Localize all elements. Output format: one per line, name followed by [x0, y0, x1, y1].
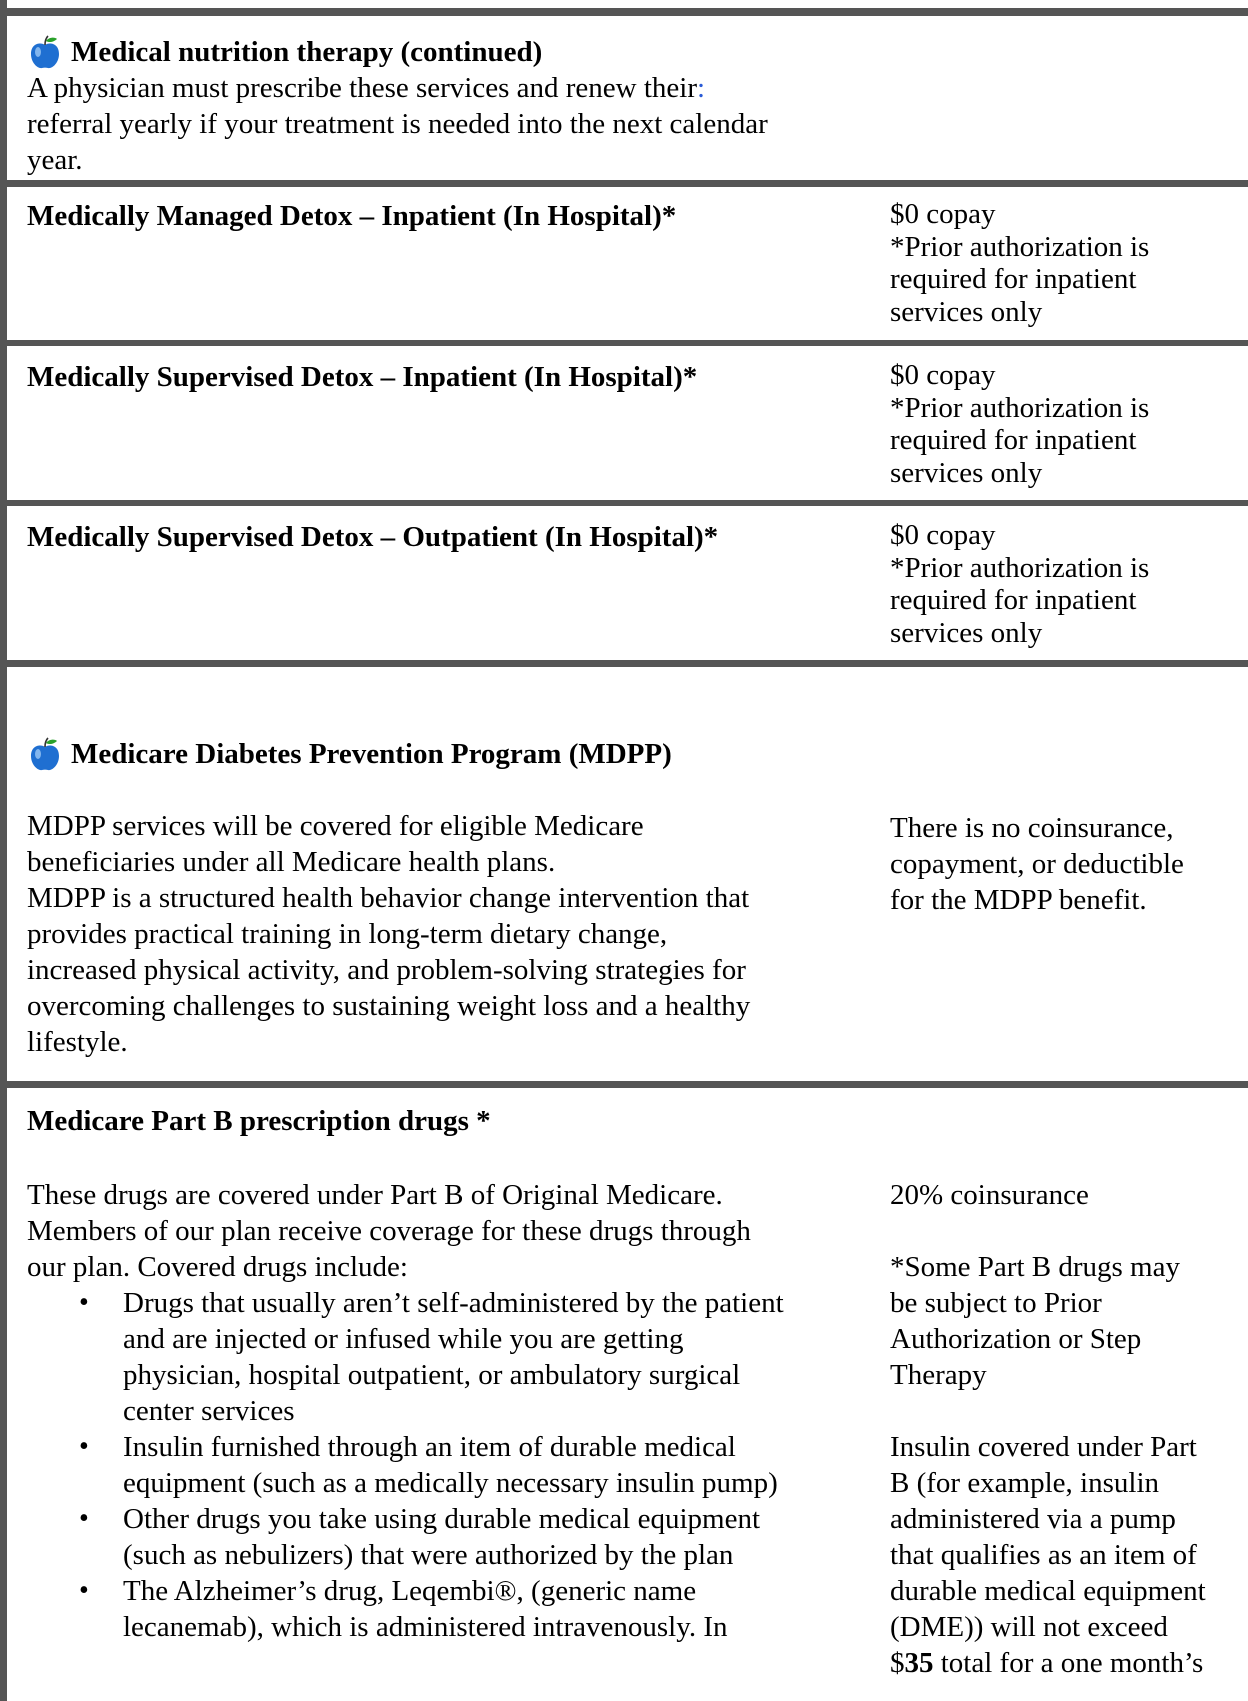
row-divider	[0, 180, 1248, 187]
list-item-line: • The Alzheimer’s drug, Leqembi®, (generic name	[123, 1575, 697, 1607]
cost-line: administered via a pump	[890, 1503, 1176, 1535]
mdpp-text-line: overcoming challenges to sustaining weight loss and a healthy	[27, 990, 751, 1022]
list-item	[27, 1429, 877, 1501]
list-item-line: and are injected or infused while you are getting	[123, 1323, 684, 1355]
list-item-line: lecanemab), which is administered intravenously. In	[123, 1611, 728, 1643]
part-b-intro-line: These drugs are covered under Part B of Original Medicare.	[27, 1179, 723, 1211]
cost-line: for the MDPP benefit.	[890, 884, 1147, 916]
cost-line: required for inpatient	[890, 584, 1137, 616]
row-detox-supervised-outpatient	[7, 517, 1248, 657]
part-b-title: Medicare Part B prescription drugs *	[27, 1105, 491, 1137]
list-item-line: equipment (such as a medically necessary insulin pump)	[123, 1467, 778, 1499]
list-item	[27, 1501, 877, 1573]
mdpp-text-line: MDPP services will be covered for eligible Medicare	[27, 810, 644, 842]
cost-line: copayment, or deductible	[890, 848, 1184, 880]
part-b-cost	[890, 1177, 1248, 1681]
detox-supervised-outpatient-cost	[890, 519, 1248, 649]
amount-value: 35	[904, 1647, 934, 1679]
mdpp-title: Medicare Diabetes Prevention Program (MDPP)	[71, 738, 672, 770]
cost-line: durable medical equipment	[890, 1575, 1206, 1607]
apple-icon	[27, 736, 63, 772]
cost-line: be subject to Prior	[890, 1287, 1102, 1319]
list-item-line: (such as nebulizers) that were authorized by the plan	[123, 1539, 734, 1571]
row-mdpp	[7, 736, 1248, 1076]
mnt-text-line3: year.	[27, 144, 83, 176]
cost-line: $0 copay	[890, 198, 996, 230]
row-detox-managed-inpatient	[7, 196, 1248, 336]
detox-supervised-inpatient-title: Medically Supervised Detox – Inpatient (In Hospital)*	[27, 361, 698, 393]
cost-line: *Prior authorization is	[890, 391, 1150, 424]
list-item-line: • Drugs that usually aren’t self-administered by the patient	[123, 1287, 784, 1319]
cost-line: Authorization or Step	[890, 1323, 1142, 1355]
mdpp-heading	[27, 736, 750, 772]
cost-line: Therapy	[890, 1359, 987, 1391]
row-divider	[0, 500, 1248, 506]
cost-line: required for inpatient	[890, 263, 1137, 295]
apple-icon	[27, 34, 63, 70]
mdpp-cell	[27, 736, 750, 1060]
cost-line: services only	[890, 616, 1043, 649]
row-medical-nutrition-therapy	[7, 30, 1248, 190]
part-b-intro-line: Members of our plan receive coverage for these drugs through	[27, 1215, 751, 1247]
cost-line: services only	[890, 456, 1043, 489]
mdpp-text-line: MDPP is a structured health behavior change intervention that	[27, 882, 750, 914]
mdpp-text-line: provides practical training in long-term dietary change,	[27, 918, 668, 950]
cost-line: required for inpatient	[890, 424, 1137, 456]
mdpp-text-line: beneficiaries under all Medicare health plans.	[27, 846, 556, 878]
list-item-line: • Other drugs you take using durable medical equipment	[123, 1503, 761, 1535]
cost-line: *Prior authorization is	[890, 551, 1150, 584]
cost-line: that qualifies as an item of	[890, 1539, 1197, 1571]
mdpp-cost	[890, 810, 1248, 918]
cost-line: *Prior authorization is	[890, 230, 1150, 263]
cost-line: services only	[890, 295, 1043, 328]
mnt-heading	[27, 34, 768, 70]
mnt-text-line1: A physician must prescribe these services and renew their:	[27, 72, 706, 104]
part-b-drug-list	[27, 1285, 877, 1645]
row-part-b-drugs	[7, 1103, 1248, 1701]
row-divider	[0, 340, 1248, 346]
cost-line: 20% coinsurance	[890, 1179, 1089, 1211]
list-item	[27, 1573, 877, 1645]
list-item-line: • Insulin furnished through an item of durable medical	[123, 1431, 736, 1463]
mnt-cell	[27, 34, 768, 178]
cost-line: $0 copay	[890, 359, 996, 391]
detox-managed-inpatient-title: Medically Managed Detox – Inpatient (In Hospital)*	[27, 200, 677, 232]
detox-supervised-inpatient-cost	[890, 359, 1248, 489]
row-divider	[0, 660, 1248, 667]
detox-supervised-outpatient-title: Medically Supervised Detox – Outpatient (In Hospital)*	[27, 521, 719, 553]
mdpp-text-line: increased physical activity, and problem-solving strategies for	[27, 954, 746, 986]
mdpp-text-line: lifestyle.	[27, 1026, 128, 1058]
cost-line: (DME)) will not exceed	[890, 1611, 1168, 1643]
cost-line: $0 copay	[890, 519, 996, 551]
cost-line: Insulin covered under Part	[890, 1431, 1197, 1463]
part-b-cell	[27, 1103, 877, 1645]
mnt-text-line2: referral yearly if your treatment is needed into the next calendar	[27, 108, 768, 140]
part-b-intro-line: our plan. Covered drugs include:	[27, 1251, 408, 1283]
top-rule	[0, 8, 1248, 16]
row-detox-supervised-inpatient	[7, 357, 1248, 497]
detox-managed-inpatient-cost	[890, 198, 1248, 328]
cost-line: B (for example, insulin	[890, 1467, 1160, 1499]
list-item-line: physician, hospital outpatient, or ambulatory surgical	[123, 1359, 741, 1391]
cost-line-amount: $35 total for a one month’s	[890, 1647, 1204, 1679]
row-divider	[0, 1081, 1248, 1088]
mnt-title: Medical nutrition therapy (continued)	[71, 36, 543, 68]
cost-line: *Some Part B drugs may	[890, 1251, 1180, 1283]
list-item	[27, 1285, 877, 1429]
cost-line: There is no coinsurance,	[890, 812, 1174, 844]
list-item-line: center services	[123, 1395, 295, 1427]
